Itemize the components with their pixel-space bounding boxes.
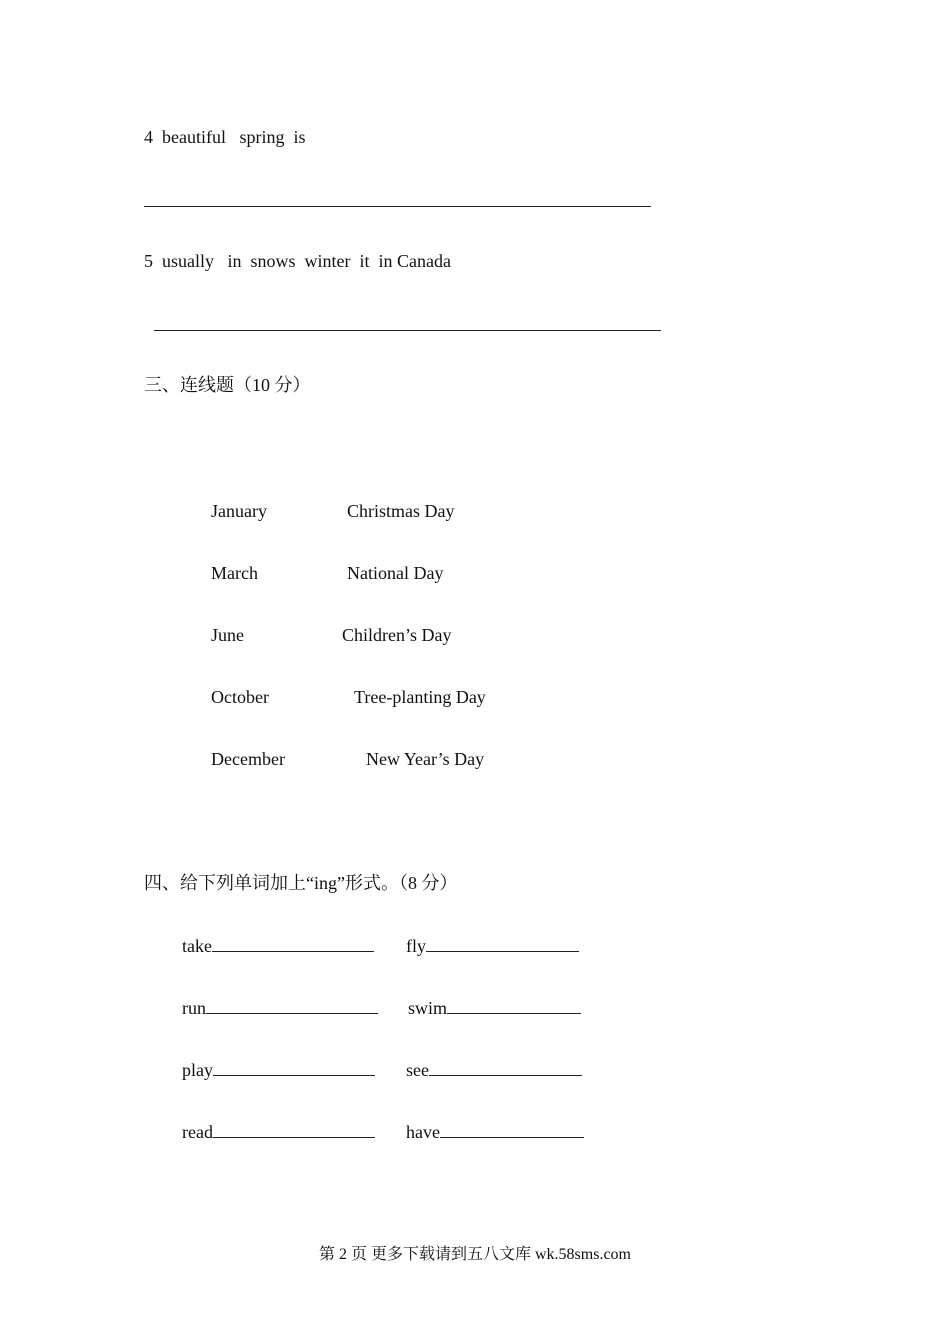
word-blank [213,1123,375,1138]
holiday-item: Tree-planting Day [354,687,486,707]
word-label: play [182,1060,213,1080]
word-blank-item [182,1123,375,1141]
holiday-item: Children’s Day [342,625,452,645]
answer-line-5 [154,330,661,331]
word-label: take [182,936,212,956]
word-label: swim [408,998,448,1018]
word-blank [426,937,579,952]
word-label: see [406,1060,429,1080]
word-blank [212,937,374,952]
sentence-item-5: 5 usually in snows winter it in Canada [144,251,451,271]
word-blank-item [408,999,581,1017]
section-4-heading: 四、给下列单词加上“ing”形式。（8 分） [144,873,458,893]
month-item: June [211,625,244,645]
month-item: March [211,563,258,583]
holiday-item: Christmas Day [347,501,455,521]
answer-line-4 [144,206,651,207]
word-blank [440,1123,584,1138]
word-blank-item [182,937,374,955]
word-blank-item [406,1061,582,1079]
month-item: October [211,687,269,707]
word-blank [447,999,581,1014]
word-label: fly [406,936,426,956]
word-blank-item [406,937,579,955]
word-blank-item [182,1061,375,1079]
section-3-heading: 三、连线题（10 分） [144,375,311,395]
word-label: run [182,998,206,1018]
word-blank [206,999,378,1014]
word-blank-item [406,1123,584,1141]
sentence-item-4: 4 beautiful spring is [144,127,306,147]
word-label: read [182,1122,213,1142]
holiday-item: National Day [347,563,444,583]
holiday-item: New Year’s Day [366,749,485,769]
word-blank [429,1061,582,1076]
month-item: January [211,501,267,521]
word-label: have [406,1122,440,1142]
word-blank-item [182,999,378,1017]
page-footer: 第 2 页 更多下载请到五八文库 wk.58sms.com [318,1246,631,1263]
month-item: December [211,749,285,769]
word-blank [213,1061,375,1076]
